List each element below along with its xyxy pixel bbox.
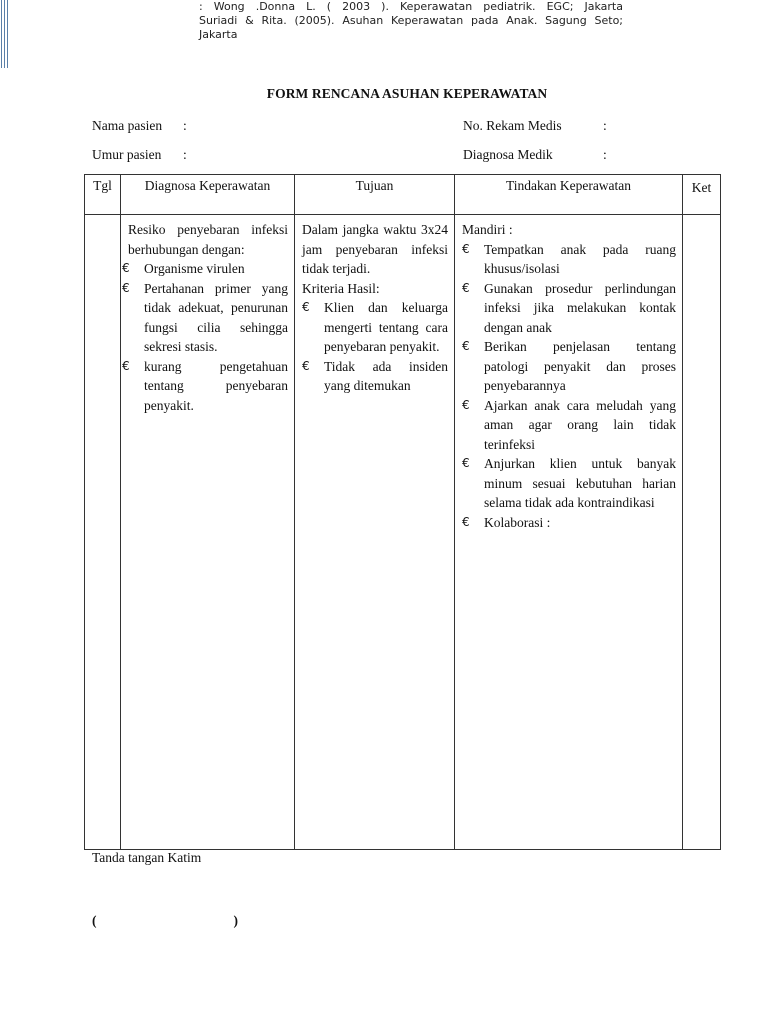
diagnosa-medik-field (463, 147, 607, 163)
header-diagnosa: Diagnosa Keperawatan (121, 175, 295, 215)
list-item: € Organisme virulen (122, 259, 288, 279)
kriteria-hasil-label: Kriteria Hasil: (302, 280, 380, 296)
field-colon: : (603, 147, 607, 162)
bullet-icon: € (462, 456, 470, 470)
reference-line: Suriadi & Rita. (2005). Asuhan Keperawatan pada Anak. Sagung Seto; (199, 14, 623, 27)
cell-diagnosa (121, 215, 295, 850)
bullet-icon: € (122, 261, 130, 275)
reference-list (199, 0, 623, 42)
header-tgl: Tgl (85, 175, 121, 215)
no-rekam-medis-field (463, 118, 607, 134)
signature-line (92, 913, 238, 929)
list-item: € Kolaborasi : (462, 513, 676, 533)
list-item: € Tempatkan anak pada ruang khusus/isolasi (462, 241, 676, 276)
tindakan-list (462, 240, 676, 533)
umur-pasien-label: Umur pasien (92, 147, 162, 162)
cell-ket (683, 215, 721, 850)
diagnosa-list (122, 259, 288, 415)
tujuan-list (302, 298, 448, 396)
cell-tgl (85, 215, 121, 850)
field-colon: : (183, 147, 187, 162)
tujuan-intro: Dalam jangka waktu 3x24 jam penyebaran infeksi tidak terjadi. (302, 222, 448, 276)
signature-open-paren: ( (92, 913, 97, 928)
header-tujuan: Tujuan (295, 175, 455, 215)
list-item: € Ajarkan anak cara meludah yang aman agar orang lain tidak terinfeksi (462, 397, 676, 452)
signature-close-paren: ) (233, 913, 238, 928)
reference-line: : Wong .Donna L. ( 2003 ). Keperawatan pediatrik. EGC; Jakarta (199, 0, 623, 13)
bullet-icon: € (462, 339, 470, 353)
list-item: € Berikan penjelasan tentang patologi penyakit dan proses penyebarannya (462, 339, 676, 393)
no-rekam-medis-label: No. Rekam Medis (463, 118, 562, 133)
field-colon: : (183, 118, 187, 133)
bullet-icon: € (302, 300, 310, 314)
list-item: € Pertahanan primer yang tidak adekuat, penurunan fungsi cilia sehingga sekresi stasis. (122, 280, 288, 354)
field-colon: : (603, 118, 607, 133)
diagnosa-medik-label: Diagnosa Medik (463, 147, 553, 162)
cell-tindakan (455, 215, 683, 850)
list-item: € Anjurkan klien untuk banyak minum sesuai kebutuhan harian selama tidak ada kontraindikasi (462, 456, 676, 510)
nama-pasien-field (92, 118, 187, 134)
bullet-icon: € (462, 397, 470, 412)
nama-pasien-label: Nama pasien (92, 118, 163, 133)
table-header-row (85, 175, 721, 215)
bullet-icon: € (302, 358, 310, 373)
bullet-icon: € (462, 280, 470, 295)
umur-pasien-field (92, 147, 187, 163)
list-item: € Tidak ada insiden yang ditemukan (302, 358, 448, 393)
list-item: € Gunakan prosedur perlindungan infeksi jika melakukan kontak dengan anak (462, 280, 676, 335)
list-item: € kurang pengetahuan tentang penyebaran penyakit. (122, 358, 288, 413)
bullet-icon: € (462, 514, 470, 529)
form-title: FORM RENCANA ASUHAN KEPERAWATAN (266, 86, 548, 101)
header-tindakan: Tindakan Keperawatan (455, 175, 683, 215)
bullet-icon: € (462, 241, 470, 256)
page-edge-marks (0, 0, 10, 70)
bullet-icon: € (122, 280, 130, 295)
care-plan-table (84, 174, 721, 850)
list-item: € Klien dan keluarga mengerti tentang cara penyebaran penyakit. (302, 300, 448, 354)
table-row (85, 215, 721, 850)
diagnosa-intro: Resiko penyebaran infeksi berhubungan dengan: (128, 222, 288, 257)
reference-line: Jakarta (199, 28, 238, 41)
bullet-icon: € (122, 358, 130, 373)
tindakan-intro: Mandiri : (462, 222, 513, 237)
header-ket: Ket (683, 175, 721, 215)
cell-tujuan (295, 215, 455, 850)
signature-label: Tanda tangan Katim (92, 850, 202, 865)
